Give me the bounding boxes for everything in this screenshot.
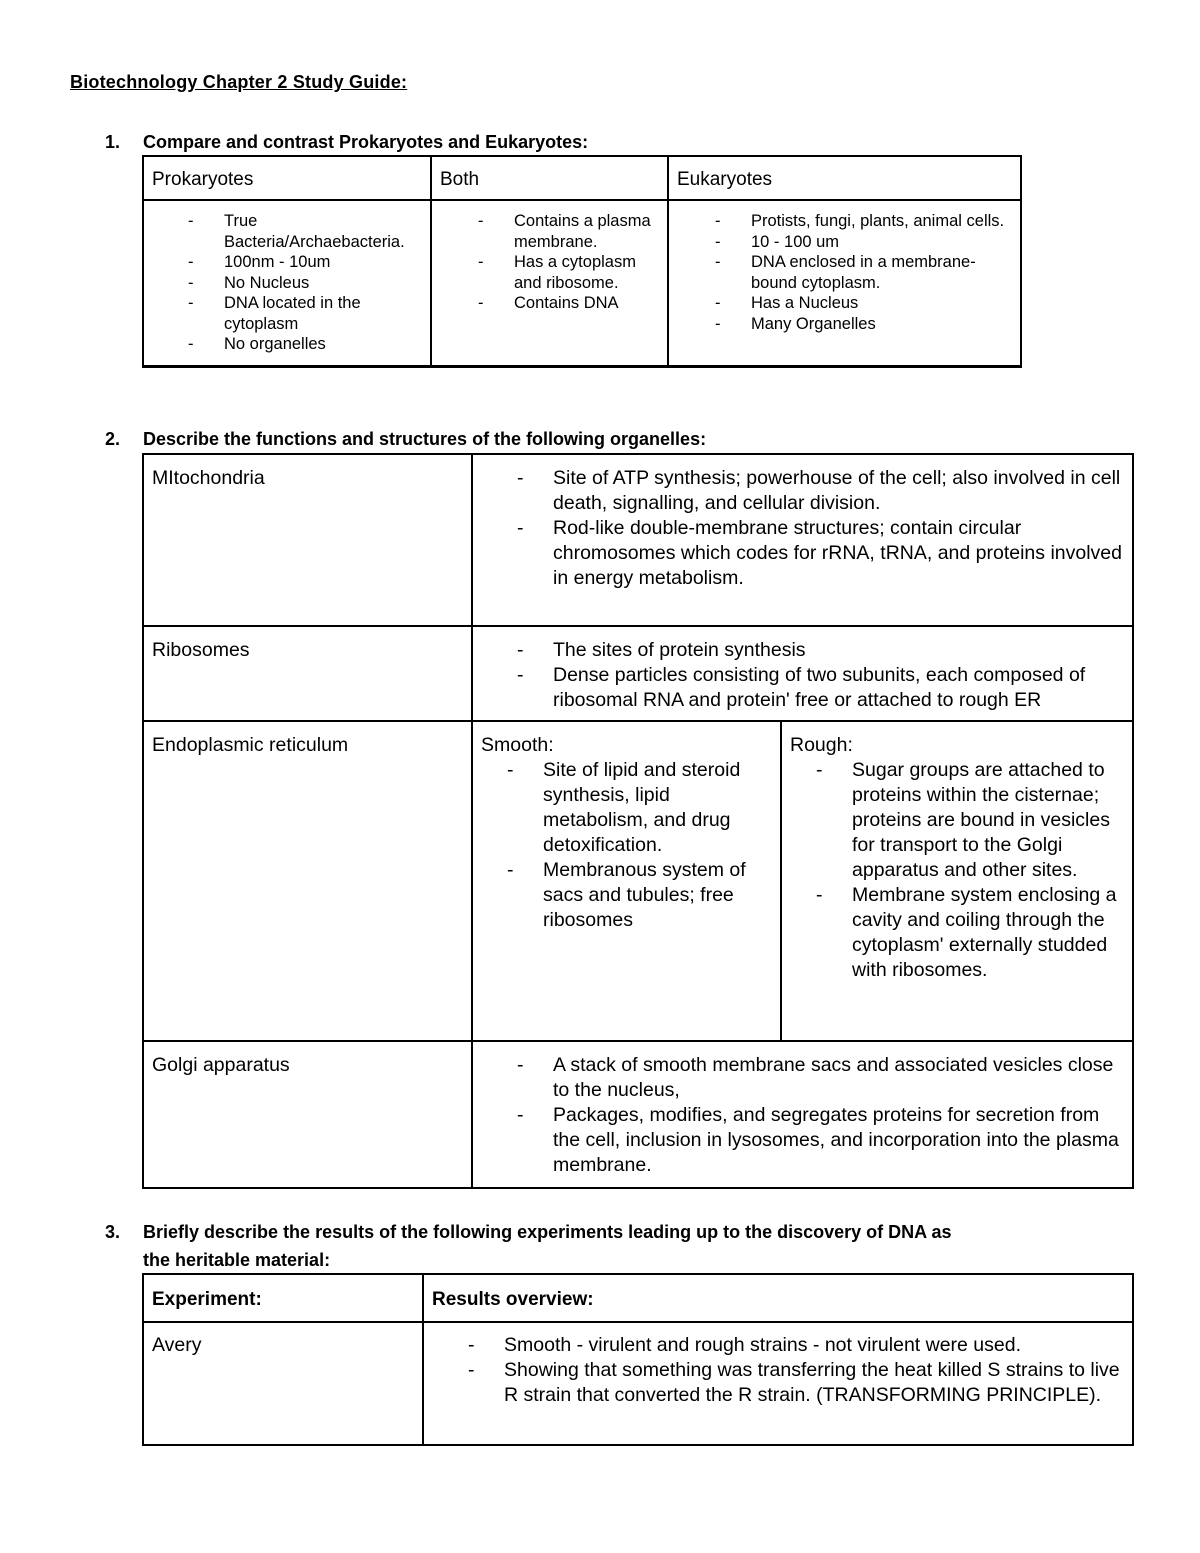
smooth-label: Smooth: (481, 734, 554, 756)
table-row (143, 1041, 1133, 1188)
list-item: - Many Organelles (669, 314, 1014, 335)
question-1-number: 1. (105, 132, 121, 152)
list-item: - 100nm - 10um (144, 252, 424, 273)
eukaryotes-list (669, 211, 1014, 334)
prokaryotes-cell (143, 200, 431, 366)
question-1 (105, 128, 1105, 156)
list-item: - DNA enclosed in a membrane-bound cytoplasm. (669, 252, 1014, 293)
organelle-golgi: Golgi apparatus (143, 1041, 472, 1188)
header-eukaryotes: Eukaryotes (668, 156, 1021, 200)
question-2-text: Describe the functions and structures of the following organelles: (143, 429, 707, 449)
list-item: - Has a Nucleus (669, 293, 1014, 314)
question-3-text-line2: the heritable material: (143, 1250, 331, 1270)
ribosomes-description (472, 626, 1133, 721)
list-item: - Sugar groups are attached to proteins within the cisternae; proteins are bound in vesicles for transport to the Golgi apparatus and other sites. (790, 758, 1126, 883)
list-item: - Contains DNA (432, 293, 661, 314)
list-item: - 10 - 100 um (669, 232, 1014, 253)
table-row (143, 721, 1133, 1041)
question-1-text: Compare and contrast Prokaryotes and Eukaryotes: (143, 132, 589, 152)
mitochondria-description (472, 454, 1133, 626)
header-both: Both (431, 156, 668, 200)
question-3-number: 3. (105, 1222, 121, 1242)
list-item: - Site of lipid and steroid synthesis, lipid metabolism, and drug detoxification. (481, 758, 774, 858)
rough-er-cell (781, 721, 1133, 1041)
list-item: - Protists, fungi, plants, animal cells. (669, 211, 1014, 232)
question-2-number: 2. (105, 429, 121, 449)
list-item: - Contains a plasma membrane. (432, 211, 661, 252)
organelle-ribosomes: Ribosomes (143, 626, 472, 721)
golgi-description (472, 1041, 1133, 1188)
list-item: - Smooth - virulent and rough strains - not virulent were used. (424, 1333, 1122, 1358)
rough-label: Rough: (790, 734, 853, 756)
header-prokaryotes: Prokaryotes (143, 156, 431, 200)
list-item: - Showing that something was transferring the heat killed S strains to live R strain that converted the R strain. (TRANSFORMING PRINCIPLE). (424, 1358, 1122, 1408)
experiments-table (142, 1273, 1134, 1446)
question-3-text-line1: Briefly describe the results of the following experiments leading up to the discovery of DNA as (143, 1222, 952, 1242)
list-item: - Membrane system enclosing a cavity and coiling through the cytoplasm' externally studded with ribosomes. (790, 883, 1126, 983)
list-item: - A stack of smooth membrane sacs and associated vesicles close to the nucleus, (473, 1053, 1122, 1103)
list-item: - Packages, modifies, and segregates proteins for secretion from the cell, inclusion in lysosomes, and incorporation into the plasma membrane. (473, 1103, 1122, 1178)
list-item: - Dense particles consisting of two subunits, each composed of ribosomal RNA and protein' free or attached to rough ER (473, 663, 1122, 713)
list-item: - Rod-like double-membrane structures; contain circular chromosomes which codes for rRNA, tRNA, and proteins involved in energy metabolism. (473, 516, 1122, 591)
organelles-table (142, 453, 1134, 1189)
list-item: - DNA located in the cytoplasm (144, 293, 424, 334)
header-experiment: Experiment: (143, 1274, 423, 1322)
list-item: - Site of ATP synthesis; powerhouse of the cell; also involved in cell death, signalling, and cellular division. (473, 466, 1122, 516)
eukaryotes-cell (668, 200, 1021, 366)
table-row (143, 1322, 1133, 1445)
question-3 (105, 1218, 1145, 1274)
table-row (143, 454, 1133, 626)
table-row (143, 626, 1133, 721)
list-item: - No organelles (144, 334, 424, 355)
list-item: - The sites of protein synthesis (473, 638, 1122, 663)
prokaryotes-list (144, 211, 424, 355)
both-cell (431, 200, 668, 366)
organelle-mitochondria: MItochondria (143, 454, 472, 626)
header-results: Results overview: (423, 1274, 1133, 1322)
smooth-er-cell (472, 721, 781, 1041)
list-item: - Membranous system of sacs and tubules; free ribosomes (481, 858, 774, 933)
experiment-avery: Avery (143, 1322, 423, 1445)
document-title: Biotechnology Chapter 2 Study Guide: (70, 72, 408, 92)
list-item: - True Bacteria/Archaebacteria. (144, 211, 424, 252)
list-item: - Has a cytoplasm and ribosome. (432, 252, 661, 293)
list-item: - No Nucleus (144, 273, 424, 294)
question-2 (105, 425, 1105, 453)
avery-results (423, 1322, 1133, 1445)
both-list (432, 211, 661, 314)
organelle-er: Endoplasmic reticulum (143, 721, 472, 1041)
prokaryote-eukaryote-table (142, 155, 1022, 368)
